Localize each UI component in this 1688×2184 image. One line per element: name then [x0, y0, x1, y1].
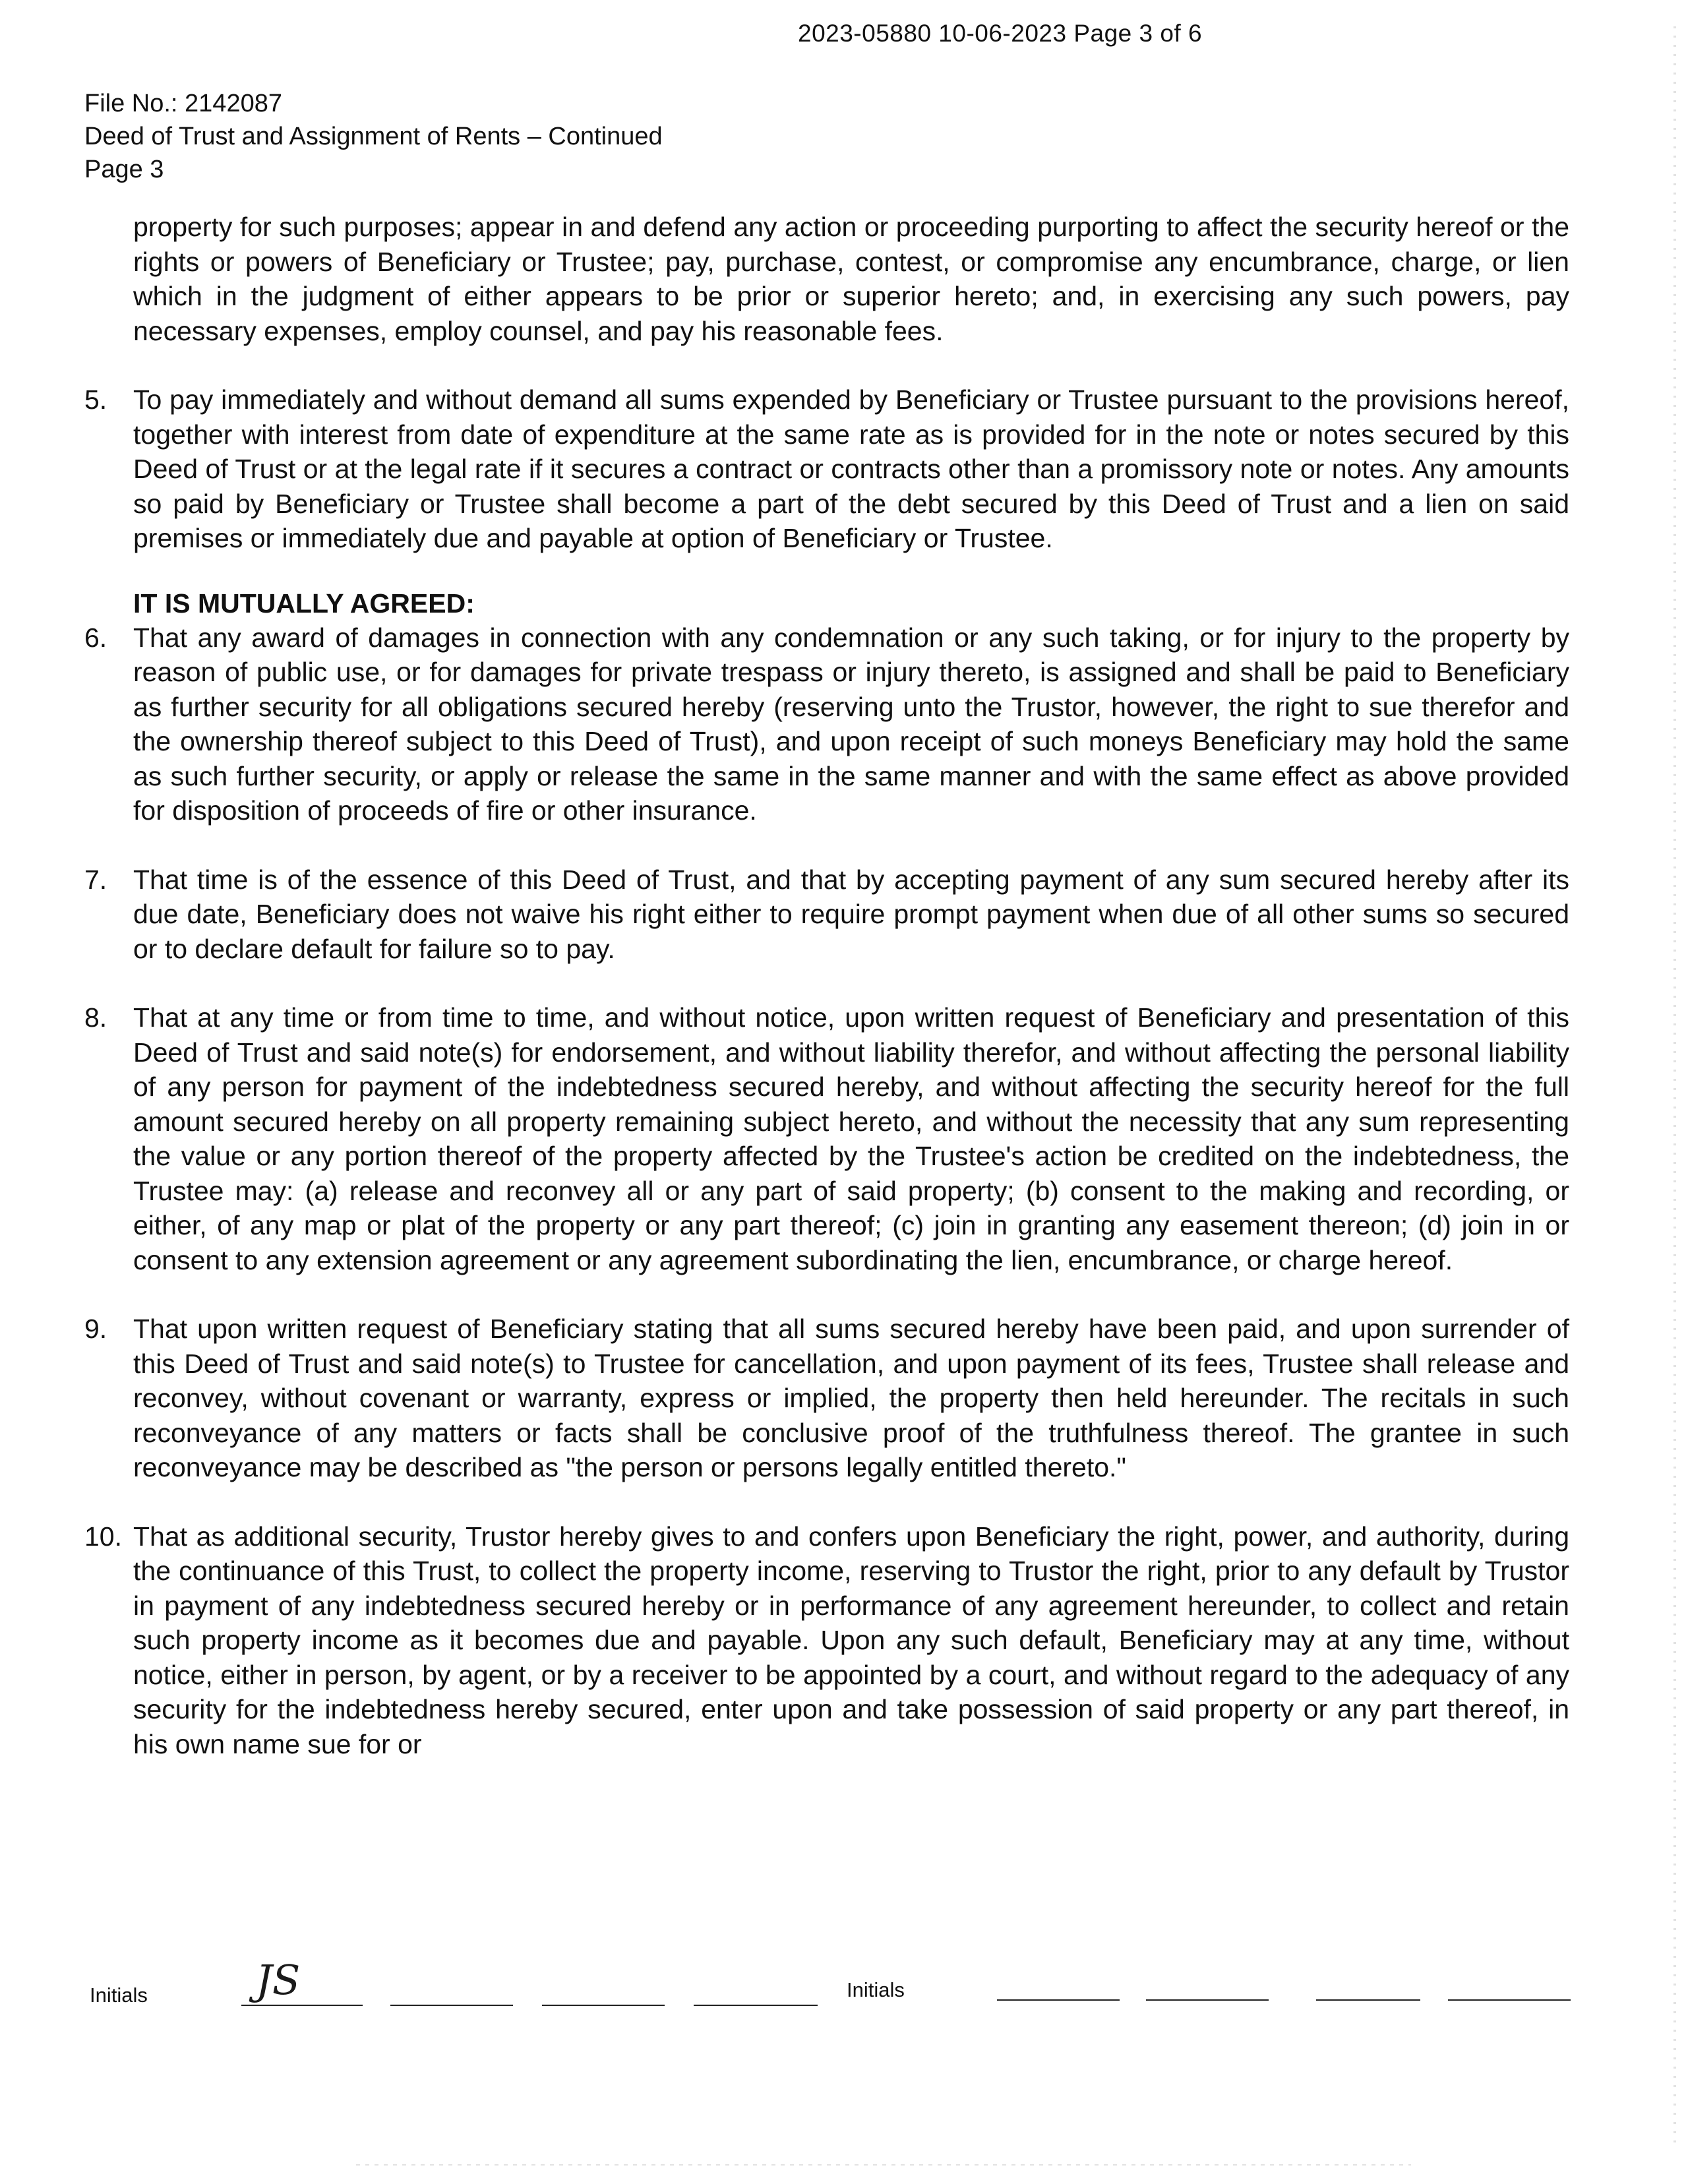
paragraph-6 [84, 621, 1569, 828]
initials-line-6 [1146, 1999, 1269, 2001]
paragraph-8 [84, 1000, 1569, 1277]
section-heading: IT IS MUTUALLY AGREED: [133, 588, 475, 619]
initials-line-3 [542, 2005, 665, 2006]
paragraph-number: 5. [84, 384, 107, 415]
paragraph-number: 7. [84, 864, 107, 895]
paragraph-number [84, 210, 133, 348]
file-number: File No.: 2142087 [84, 90, 282, 117]
scan-bottom-artifact [356, 2164, 1411, 2166]
paragraph-number: 6. [84, 622, 107, 653]
paragraph-number: 9. [84, 1314, 107, 1344]
paragraph-text: That any award of damages in connection with any condemnation or any such taking, or for injury to the property by reason of public use, or for damages for private trespass or injury thereto, is assigned and shall be paid to Beneficiary as further security for all obligations secured hereby (reserving unto the Trustor, however, the right to sue therefor and the ownership thereof subject to this Deed of Trust), and upon receipt of such moneys Beneficiary may hold the same as such further security, or apply or release the same in the same manner and with the same effect as above provided for disposition of proceeds of fire or other insurance. [133, 622, 1569, 826]
initials-line-4 [694, 2005, 818, 2006]
paragraph-7 [84, 863, 1569, 967]
initials-line-1 [241, 2005, 363, 2006]
paragraph-number: 10. [84, 1521, 122, 1552]
initials-line-7 [1316, 1999, 1420, 2001]
initials-label-left: Initials [90, 1984, 148, 2007]
paragraph-text: That time is of the essence of this Deed of Trust, and that by accepting payment of any sum secured hereby after its due date, Beneficiary does not waive his right either to require prompt payment when due of all other sums so secured or to declare default for failure so to pay. [133, 864, 1569, 964]
initials-label-right: Initials [847, 1978, 905, 2001]
paragraph-5 [84, 382, 1569, 556]
paragraph-text: That at any time or from time to time, and without notice, upon written request of Beneficiary and presentation of this Deed of Trust and said note(s) for endorsement, and without liability therefor, and without affecting the personal liability of any person for payment of the indebtedness secured hereby, and without affecting the security hereof for the full amount secured hereby on all property remaining subject hereto, and without the necessity that any sum representing the value or any portion thereof of the property affected by the Trustee's action be credited on the indebtedness, the Trustee may: (a) release and reconvey all or any part of said property; (b) consent to the making and recording, or either, of any map or plat of the property or any part thereof; (c) join in granting any easement thereon; (d) join in or consent to any extension agreement or any agreement subordinating the lien, encumbrance, or charge hereof. [133, 1002, 1569, 1275]
initials-footer [0, 1956, 1688, 2018]
paragraph-9 [84, 1312, 1569, 1485]
document-body [84, 210, 1569, 1761]
paragraph-text: That upon written request of Beneficiary stating that all sums secured hereby have been paid, and upon surrender of this Deed of Trust and said note(s) to Trustee for cancellation, and upon payment of its fees, Trustee shall release and reconvey, without covenant or warranty, express or implied, the property then held hereunder. The recitals in such reconveyance of any matters or facts shall be conclusive proof of the truthfulness thereof. The grantee in such reconveyance may be described as "the person or persons legally entitled thereto." [133, 1314, 1569, 1482]
paragraph-continued [84, 210, 1569, 348]
scan-edge-artifact [1673, 26, 1676, 2150]
paragraph-text: To pay immediately and without demand all sums expended by Beneficiary or Trustee pursuant to the provisions hereof, together with interest from date of expenditure at the same rate as is provided for in the note or notes secured by this Deed of Trust or at the legal rate if it secures a contract or contracts other than a promissory note or notes. Any amounts so paid by Beneficiary or Trustee shall become a part of the debt secured by this Deed of Trust and a lien on said premises or immediately due and payable at option of Beneficiary or Trustee. [133, 384, 1569, 553]
paragraph-10 [84, 1519, 1569, 1762]
file-header [84, 87, 663, 186]
page-label: Page 3 [84, 156, 164, 183]
paragraph-text: property for such purposes; appear in and defend any action or proceeding purporting to affect the security hereof or the rights or powers of Beneficiary or Trustee; pay, purchase, contest, or compromise any encumbrance, charge, or lien which in the judgment of either appears to be prior or superior hereto; and, in exercising any such powers, pay necessary expenses, employ counsel, and pay his reasonable fees. [133, 212, 1569, 346]
handwritten-initials: JS [256, 1956, 301, 2004]
paragraph-text: That as additional security, Trustor hereby gives to and confers upon Beneficiary the right, power, and authority, during the continuance of this Trust, to collect the property income, reserving to Trustor the right, prior to any default by Trustor in payment of any indebtedness secured hereby or in performance of any agreement hereunder, to collect and retain such property income as it becomes due and payable. Upon any such default, Beneficiary may at any time, without notice, either in person, by agent, or by a receiver to be appointed by a court, and without regard to the adequacy of any security for the indebtedness hereby secured, enter upon and take possession of said property or any part thereof, in his own name sue for or [133, 1521, 1569, 1759]
recording-stamp: 2023-05880 10-06-2023 Page 3 of 6 [798, 20, 1203, 47]
initials-line-5 [997, 1999, 1120, 2001]
document-title: Deed of Trust and Assignment of Rents – Continued [84, 123, 663, 150]
paragraph-number: 8. [84, 1002, 107, 1033]
initials-line-2 [390, 2005, 513, 2006]
initials-line-8 [1448, 1999, 1571, 2001]
